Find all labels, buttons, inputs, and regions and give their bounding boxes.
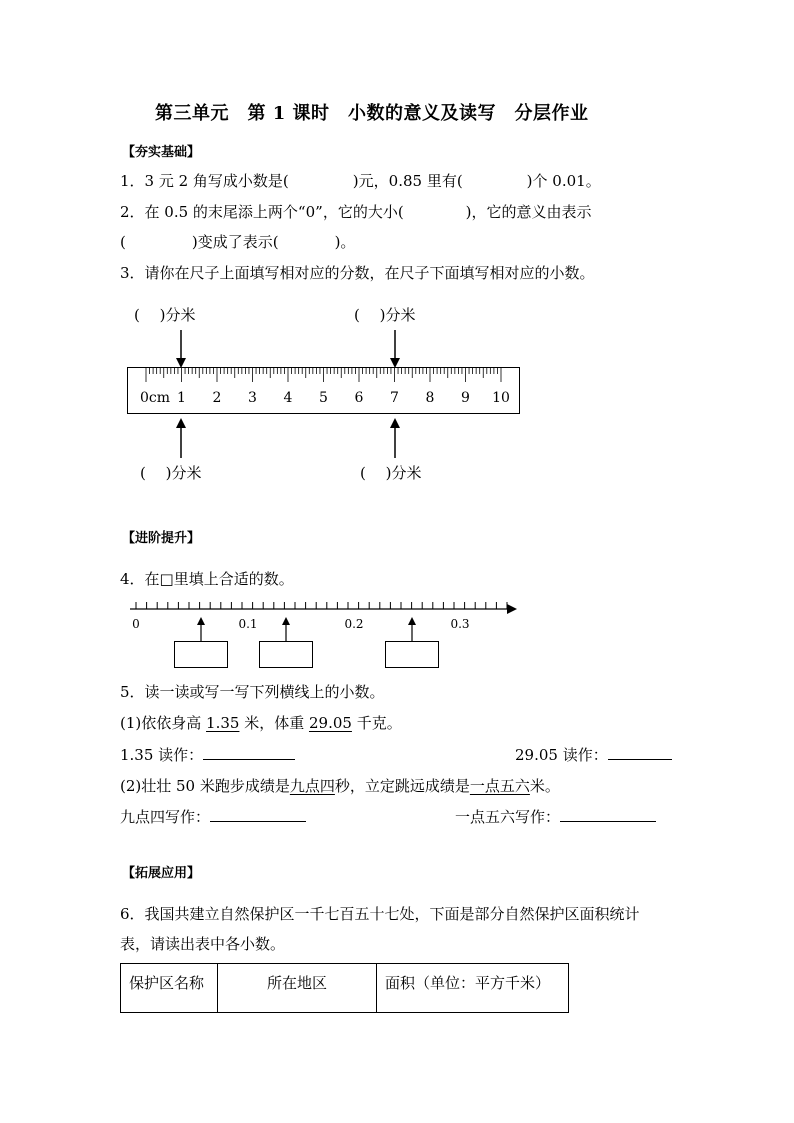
read-label-1: 1.35 读作：	[120, 746, 204, 764]
q5-p2-text-a: (2)壮壮 50 米跑步成绩是	[120, 777, 290, 795]
question-6-line-2: 表，请读出表中各小数。	[120, 935, 286, 953]
table-header-cell: 保护区名称	[121, 964, 218, 1013]
ruler-number-label: 7	[390, 390, 399, 406]
ruler	[127, 367, 523, 417]
arrow-down-icon	[384, 330, 406, 370]
number-line	[125, 598, 525, 634]
q2-text-e: )。	[334, 233, 356, 251]
answer-line[interactable]	[608, 759, 672, 760]
number-line-label: 0.3	[450, 617, 470, 631]
number-line-ticks	[136, 602, 507, 609]
q1-text-c: )个 0.01。	[526, 172, 601, 190]
answer-box-3[interactable]	[385, 641, 439, 668]
page-title: 第三单元 第 1 课时 小数的意义及读写 分层作业	[155, 103, 589, 124]
run-time-value: 九点四	[289, 777, 335, 795]
read-line-2	[515, 744, 672, 765]
write-line-1	[120, 806, 306, 827]
q5-p2-text-b: 秒，立定跳远成绩是	[334, 777, 470, 795]
reserve-area-table	[120, 963, 569, 1013]
answer-line[interactable]	[210, 821, 306, 822]
q5-part-2	[120, 775, 560, 796]
question-5: 5．读一读或写一写下列横线上的小数。	[120, 683, 385, 701]
height-value: 1.35	[206, 714, 240, 732]
arrow-up-icon	[170, 418, 192, 458]
section-heading-advanced: 【进阶提升】	[122, 531, 201, 546]
answer-box-2[interactable]	[259, 641, 313, 668]
read-line-1	[120, 744, 295, 765]
table-header-cell: 面积（单位：平方千米）	[377, 964, 569, 1013]
arrow-up-icon	[194, 617, 208, 643]
read-label-2: 29.05 读作：	[515, 746, 608, 764]
ruler-number-label: 1	[177, 390, 186, 406]
write-label-1: 九点四写作：	[120, 808, 211, 826]
q5-part-1	[120, 712, 402, 733]
q5-p2-text-c: 米。	[529, 777, 560, 795]
ruler-zero-label: 0cm	[140, 390, 171, 406]
q2-text-b: )，它的意义由表示	[465, 203, 592, 221]
table-header-row	[121, 964, 569, 1013]
number-line-label: 0.2	[344, 617, 364, 631]
question-3: 3．请你在尺子上面填写相对应的分数，在尺子下面填写相对应的小数。	[120, 264, 595, 282]
question-6-line-1: 6．我国共建立自然保护区一千七百五十七处，下面是部分自然保护区面积统计	[120, 905, 640, 923]
ruler-bottom-label-2: ( )分米	[360, 464, 422, 482]
question-2-line-1	[120, 201, 592, 222]
q5-p1-text-a: (1)依依身高	[120, 714, 207, 732]
q2-text-a: 2．在 0.5 的末尾添上两个“0”，它的大小(	[120, 203, 404, 221]
question-1	[120, 170, 601, 191]
question-4: 4．在□里填上合适的数。	[120, 570, 294, 588]
ruler-number-label: 4	[283, 390, 293, 406]
ruler-bottom-label-1: ( )分米	[140, 464, 202, 482]
number-line-label: 0	[132, 617, 140, 631]
ruler-top-label-1: ( )分米	[134, 306, 196, 324]
q2-text-d: )变成了表示(	[191, 233, 279, 251]
ruler-top-label-2: ( )分米	[354, 306, 416, 324]
ruler-number-label: 8	[425, 390, 435, 406]
q5-p1-text-b: 米，体重	[239, 714, 309, 732]
answer-line[interactable]	[560, 821, 656, 822]
answer-line[interactable]	[203, 759, 295, 760]
section-heading-basic: 【夯实基础】	[122, 145, 201, 160]
arrow-down-icon	[170, 330, 192, 370]
ruler-number-label: 2	[212, 390, 222, 406]
write-line-2	[455, 806, 656, 827]
ruler-number-label: 5	[319, 390, 328, 406]
ruler-number-label: 9	[461, 390, 470, 406]
q1-text-a: 1．3 元 2 角写成小数是(	[120, 172, 289, 190]
weight-value: 29.05	[308, 714, 352, 732]
q2-text-c: (	[120, 233, 126, 251]
q5-p1-text-c: 千克。	[351, 714, 402, 732]
question-2-line-2	[120, 231, 355, 252]
ruler-number-label: 10	[492, 390, 510, 406]
arrow-up-icon	[405, 617, 419, 643]
jump-value: 一点五六	[469, 777, 530, 795]
ruler-number-label: 3	[248, 390, 257, 406]
q1-text-b: )元，0.85 里有(	[352, 172, 463, 190]
section-heading-extension: 【拓展应用】	[122, 866, 201, 881]
arrow-up-icon	[384, 418, 406, 458]
number-line-label: 0.1	[238, 617, 258, 631]
write-label-2: 一点五六写作：	[455, 808, 561, 826]
table-header-cell: 所在地区	[218, 964, 377, 1013]
ruler-number-label: 6	[354, 390, 364, 406]
answer-box-1[interactable]	[174, 641, 228, 668]
arrow-up-icon	[279, 617, 293, 643]
